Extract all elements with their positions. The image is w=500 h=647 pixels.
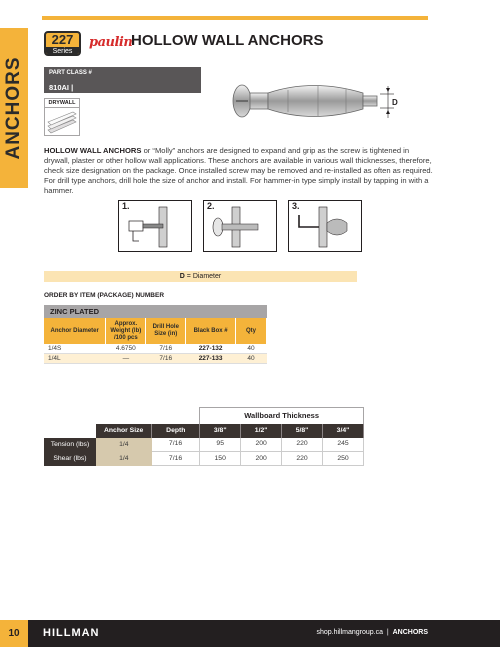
page-footer	[0, 620, 500, 647]
load-table	[44, 407, 364, 466]
diameter-label: D	[392, 98, 398, 107]
series-label: Series	[46, 47, 79, 56]
table-cell: 200	[241, 438, 282, 452]
col-header: 3/8"	[200, 424, 241, 438]
description-body: or “Molly” anchors are designed to expand and grip as the screw is tightened in drywall, plaster or other hollow wall applications. These anchors are available in various wall thicknesses, therefore, check size designation on the package. Once installed screw may be removed and re-installed as often as required. For drill type anchors, drill hole the size of anchor and install. For hammer-in type simply install by tapping in with a hammer.	[44, 146, 433, 195]
order-heading: ORDER BY ITEM (PACKAGE) NUMBER	[44, 292, 165, 299]
col-header: Qty	[236, 318, 267, 344]
part-class-key: PART CLASS #	[49, 70, 92, 76]
drill-step-icon	[119, 201, 191, 251]
table-row	[44, 354, 267, 364]
part-class-box	[44, 67, 201, 93]
col-header: 3/4"	[323, 424, 364, 438]
hillman-logo: HILLMAN	[43, 627, 100, 639]
drywall-badge	[44, 98, 80, 136]
table-row	[44, 452, 364, 466]
table-cell: 1/4L	[44, 354, 106, 364]
table-cell: 7/16	[146, 344, 186, 354]
drywall-icon	[45, 108, 79, 136]
page-title: HOLLOW WALL ANCHORS	[131, 32, 324, 49]
install-steps	[118, 200, 362, 252]
col-header: Black Box #	[186, 318, 236, 344]
table-cell: 40	[236, 344, 267, 354]
table-cell: 7/16	[152, 438, 200, 452]
col-header: 5/8"	[282, 424, 323, 438]
step-number: 3.	[292, 201, 300, 211]
description-lead: HOLLOW WALL ANCHORS	[44, 146, 142, 155]
table-row	[44, 344, 267, 354]
table-cell: 245	[323, 438, 364, 452]
diameter-legend	[44, 271, 357, 282]
table-cell: —	[106, 354, 146, 364]
diameter-key: D	[179, 273, 185, 280]
top-rule	[42, 16, 428, 20]
footer-url: shop.hillmangroup.ca	[316, 629, 383, 636]
step-number: 2.	[207, 201, 215, 211]
part-class-value: 810AI |	[49, 83, 74, 92]
table-cell: 7/16	[146, 354, 186, 364]
row-header: Tension (lbs)	[44, 438, 96, 452]
install-step-2	[203, 200, 277, 252]
col-header: Depth	[152, 424, 200, 438]
series-badge	[44, 31, 81, 56]
table-cell: 227-133	[186, 354, 236, 364]
table-cell: 200	[241, 452, 282, 466]
side-tab-label: ANCHORS	[3, 56, 24, 160]
table-cell: 150	[200, 452, 241, 466]
table-cell: 1/4	[96, 452, 152, 466]
table-cell: 1/4S	[44, 344, 106, 354]
table-cell: 220	[282, 438, 323, 452]
series-number: 227	[51, 32, 74, 47]
table-cell: 227-132	[186, 344, 236, 354]
table-row	[44, 438, 364, 452]
table-cell: 220	[282, 452, 323, 466]
table-cell: 4.6750	[106, 344, 146, 354]
description	[44, 146, 434, 196]
wallboard-thickness-header: Wallboard Thickness	[200, 408, 364, 424]
col-header: 1/2"	[241, 424, 282, 438]
row-header: Shear (lbs)	[44, 452, 96, 466]
col-header: Anchor Size	[96, 424, 152, 438]
table-cell: 1/4	[96, 438, 152, 452]
tighten-step-icon	[289, 201, 361, 251]
col-header: Approx. Weight (lb) /100 pcs	[106, 318, 146, 344]
install-step-1	[118, 200, 192, 252]
col-header: Drill Hole Size (in)	[146, 318, 186, 344]
drywall-label: DRYWALL	[45, 99, 79, 108]
table-cell: 7/16	[152, 452, 200, 466]
table-cell: 40	[236, 354, 267, 364]
footer-site: shop.hillmangroup.ca | ANCHORS	[316, 629, 428, 636]
molly-anchor-icon	[228, 72, 418, 132]
zinc-plated-table	[44, 305, 267, 364]
table-section-title: ZINC PLATED	[44, 305, 267, 318]
section-side-tab	[0, 28, 28, 188]
table-cell: 250	[323, 452, 364, 466]
page-number: 10	[0, 620, 28, 647]
footer-section: ANCHORS	[392, 629, 428, 636]
insert-step-icon	[204, 201, 276, 251]
brand-logo: paulin	[89, 35, 133, 50]
step-number: 1.	[122, 201, 130, 211]
table-cell: 95	[200, 438, 241, 452]
diameter-text: = Diameter	[184, 273, 222, 280]
col-header: Anchor Diameter	[44, 318, 106, 344]
install-step-3	[288, 200, 362, 252]
